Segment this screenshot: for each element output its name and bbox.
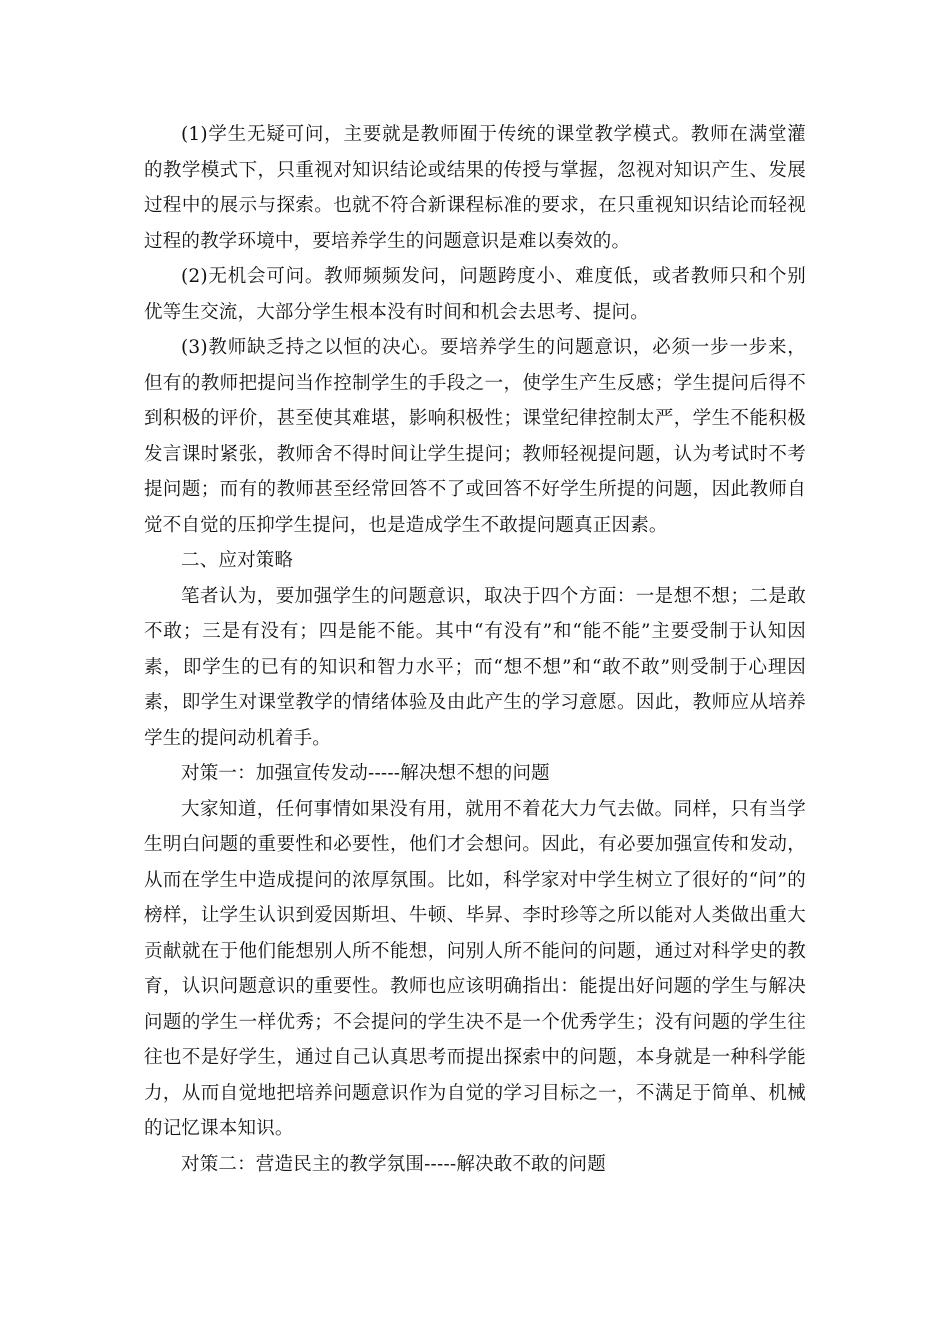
paragraph-reason-2: (2)无机会可问。教师频频发问，问题跨度小、难度低，或者教师只和个别优等生交流，大部分学生根本没有时间和机会去思考、提问。 [144,266,806,323]
paragraph-strategy-1: 大家知道，任何事情如果没有用，就用不着花大力气去做。同样，只有当学生明白问题的重要性和必要性，他们才会想问。因此，有必要加强宣传和发动，从而在学生中造成提问的浓厚氛围。比如，科学家对中学生树立了很好的“问”的榜样，让学生认识到爱因斯坦、牛顿、毕昇、李时珍等之所以能对人类做出重大贡献就在于他们能想别人所不能想，问别人所不能问的问题，通过对科学史的教育，认识问题意识的重要性。教师也应该明确指出：能提出好问题的学生与解决问题的学生一样优秀；不会提问的学生决不是一个优秀学生；没有问题的学生往往也不是好学生，通过自己认真思考而提出探索中的问题，本身就是一种科学能力，从而自觉地把培养问题意识作为自觉的学习目标之一，不满足于简单、机械的记忆课本知识。 [144,798,806,1139]
paragraph-reason-3: (3)教师缺乏持之以恒的决心。要培养学生的问题意识，必须一步一步来，但有的教师把提问当作控制学生的手段之一，使学生产生反感；学生提问后得不到积极的评价，甚至使其难堪，影响积极性；课堂纪律控制太严，学生不能积极发言课时紧张，教师舍不得时间让学生提问；教师轻视提问题，认为考试时不考提问题；而有的教师甚至经常回答不了或回答不好学生所提的问题，因此教师自觉不自觉的压抑学生提问，也是造成学生不敢提问题真正因素。 [144,337,806,536]
section-heading-strategies: 二、应对策略 [181,550,294,571]
strategy-2-heading: 对策二：营造民主的教学氛围-----解决敢不敢的问题 [181,1153,606,1175]
paragraph-strategies-intro: 笔者认为，要加强学生的问题意识，取决于四个方面：一是想不想；二是敢不敢；三是有没有；四是能不能。其中“有没有”和“能不能”主要受制于认知因素，即学生的已有的知识和智力水平；而“想不想”和“敢不敢”则受制于心理因素，即学生对课堂教学的情绪体验及由此产生的学习意愿。因此，教师应从培养学生的提问动机着手。 [144,585,806,749]
document-body [144,117,806,1182]
strategy-1-heading: 对策一：加强宣传发动-----解决想不想的问题 [181,763,550,784]
paragraph-reason-1: (1)学生无疑可问，主要就是教师囿于传统的课堂教学模式。教师在满堂灌的教学模式下，只重视对知识结论或结果的传授与掌握，忽视对知识产生、发展过程中的展示与探索。也就不符合新课程标准的要求，在只重视知识结论而轻视过程的教学环境中，要培养学生的问题意识是难以奏效的。 [144,124,806,252]
